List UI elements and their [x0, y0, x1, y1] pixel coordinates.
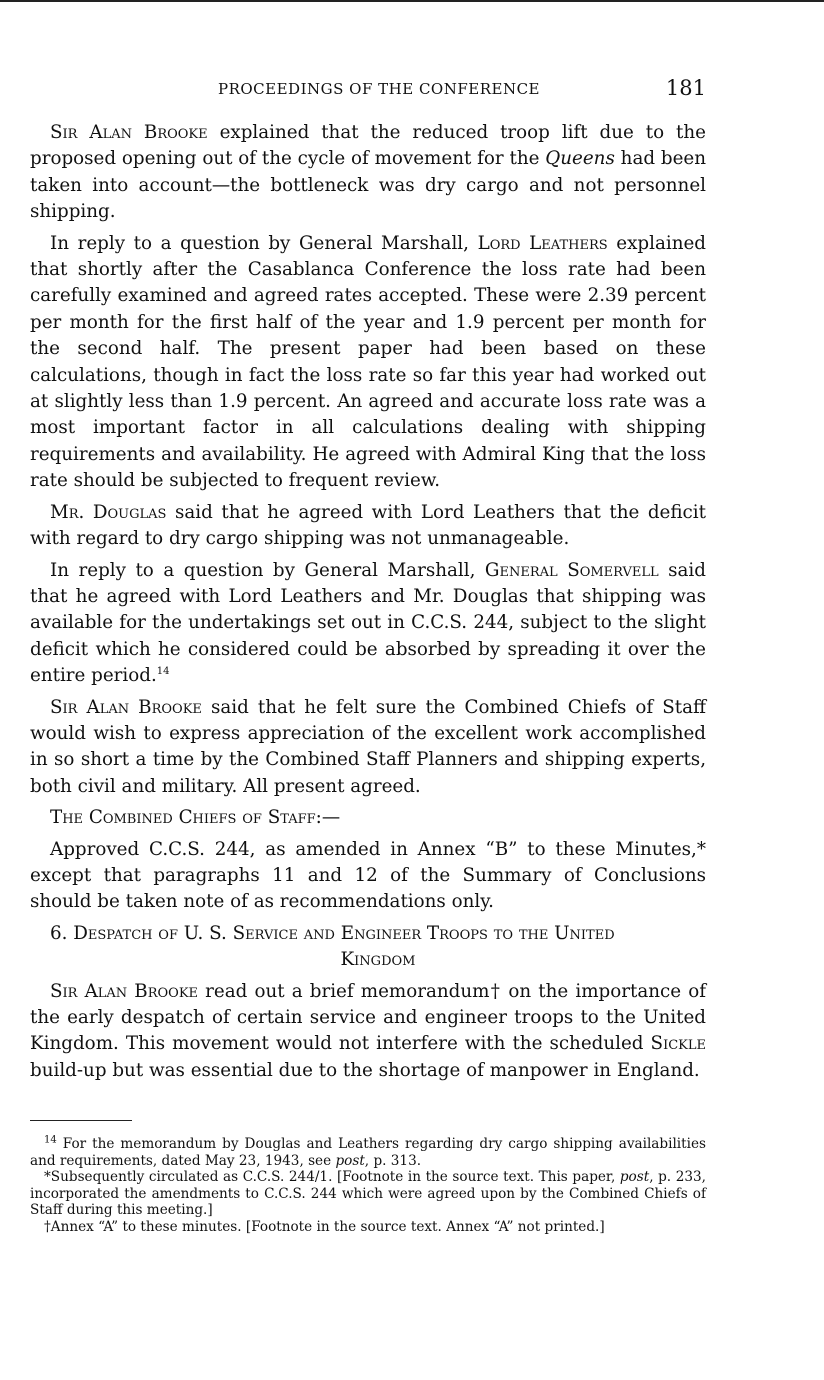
paragraph-text: explained that the reduced troop lift due to the proposed opening out of the cycle of movement for the	[30, 122, 706, 170]
footnote-dagger	[30, 1219, 706, 1236]
footnote-divider	[30, 1120, 132, 1121]
footnote-14	[30, 1136, 706, 1169]
page-header	[30, 76, 706, 104]
paragraph-text: said that he agreed with Lord Leathers that the deficit with regard to dry cargo shipping was not unmanageable.	[30, 501, 706, 550]
speaker-name: General Somervell	[484, 559, 659, 581]
paragraph-text: said that he felt sure the Combined Chiefs of Staff would wish to express appreciation of the excellent work accomplished in so short a time by the Combined Staff Planners and shipping experts, both civil and military. All present agreed.	[30, 696, 706, 797]
page-number: 181	[665, 76, 706, 100]
page-body	[30, 120, 706, 1089]
paragraph-douglas-deficit	[30, 500, 706, 553]
speaker-name: Lord Leathers	[477, 232, 608, 254]
paragraph-ccs-label	[30, 805, 706, 831]
paragraph-brooke-appreciation	[30, 695, 706, 801]
footnote-text: *Subsequently circulated as C.C.S. 244/1. [Footnote in the source text. This paper,	[44, 1169, 620, 1185]
paragraph-text: said that he agreed with Lord Leathers and Mr. Douglas that shipping was available for the undertakings set out in C.C.S. 244, subject to the slight deficit which he considered could be absorbed by spreading it over the entire period.	[30, 559, 706, 687]
footnote-text: For the memorandum by Douglas and Leathers regarding dry cargo shipping availabilities and requirements, dated May 23, 1943, see	[30, 1136, 706, 1169]
footnote-star	[30, 1169, 706, 1219]
paragraph-text: read out a brief memorandum	[198, 980, 490, 1002]
paragraph-text: In reply to a question by General Marshall,	[50, 232, 478, 254]
item-heading-line1: 6. Despatch of U. S. Service and Engineer Troops to the United	[50, 922, 615, 944]
footnote-text: †Annex “A” to these minutes. [Footnote in the source text. Annex “A” not printed.]	[44, 1218, 605, 1235]
footnote-ref-dagger[interactable]: †	[489, 980, 502, 1002]
paragraph-text: :—	[315, 807, 341, 829]
paragraph-text: Approved C.C.S. 244, as amended in Annex “B” to these Minutes,* except that paragraphs 11 and 12 of the Summary of Conclusions should be taken note of as recommendations only.	[30, 838, 706, 913]
paragraph-leathers-loss-rate	[30, 231, 706, 495]
paragraph-text: had been taken into account—the bottleneck was dry cargo and not personnel shipping.	[30, 148, 706, 223]
speaker-name: Sir Alan Brooke	[50, 980, 199, 1002]
item-heading-line2: Kingdom	[340, 949, 416, 971]
paragraph-brooke-memorandum	[30, 979, 706, 1085]
footnote-post: post	[619, 1169, 650, 1185]
top-border-rule	[0, 0, 824, 2]
paragraph-text: on the importance of the early despatch of certain service and engineer troops to the United Kingdom. This movement would not interfere with the scheduled	[30, 980, 706, 1055]
ship-name: Queens	[545, 148, 615, 170]
paragraph-brooke-troop-lift	[30, 120, 706, 226]
operation-codename: Sickle	[650, 1033, 706, 1055]
speaker-name: Sir Alan Brooke	[50, 696, 202, 718]
running-head: PROCEEDINGS OF THE CONFERENCE	[218, 80, 540, 98]
speaker-name: Sir Alan Brooke	[50, 122, 208, 143]
footnote-text: , p. 233, incorporated the amendments to C.C.S. 244 which were agreed upon by the Combined Chiefs of Staff during this meeting.]	[30, 1169, 706, 1218]
speaker-name: Mr. Douglas	[50, 501, 167, 523]
footnote-post: post	[335, 1152, 365, 1169]
item-heading-6	[30, 921, 706, 974]
speaker-name: The Combined Chiefs of Staff	[50, 807, 316, 829]
paragraph-approved-ccs-244	[30, 837, 706, 916]
paragraph-somervell-shipping	[30, 558, 706, 690]
footnote-mark: 14	[44, 1134, 57, 1146]
footnote-text: , p. 313.	[364, 1152, 422, 1169]
paragraph-text: build-up but was essential due to the shortage of manpower in England.	[30, 1059, 700, 1081]
paragraph-text: In reply to a question by General Marshall,	[50, 559, 485, 581]
footnotes	[30, 1136, 706, 1235]
paragraph-text: explained that shortly after the Casablanca Conference the loss rate had been carefully examined and agreed rates accepted. These were 2.39 percent per month for the first half of the year and 1.9 percent per month for the second half. The present paper had been based on these calculations, though in fact the loss rate so far this year had worked out at slightly less than 1.9 percent. An agreed and accurate loss rate was a most important factor in all calculations dealing with shipping requirements and availability. He agreed with Admiral King that the loss rate should be subjected to frequent review.	[30, 232, 706, 492]
footnote-ref-14[interactable]: 14	[156, 666, 170, 678]
